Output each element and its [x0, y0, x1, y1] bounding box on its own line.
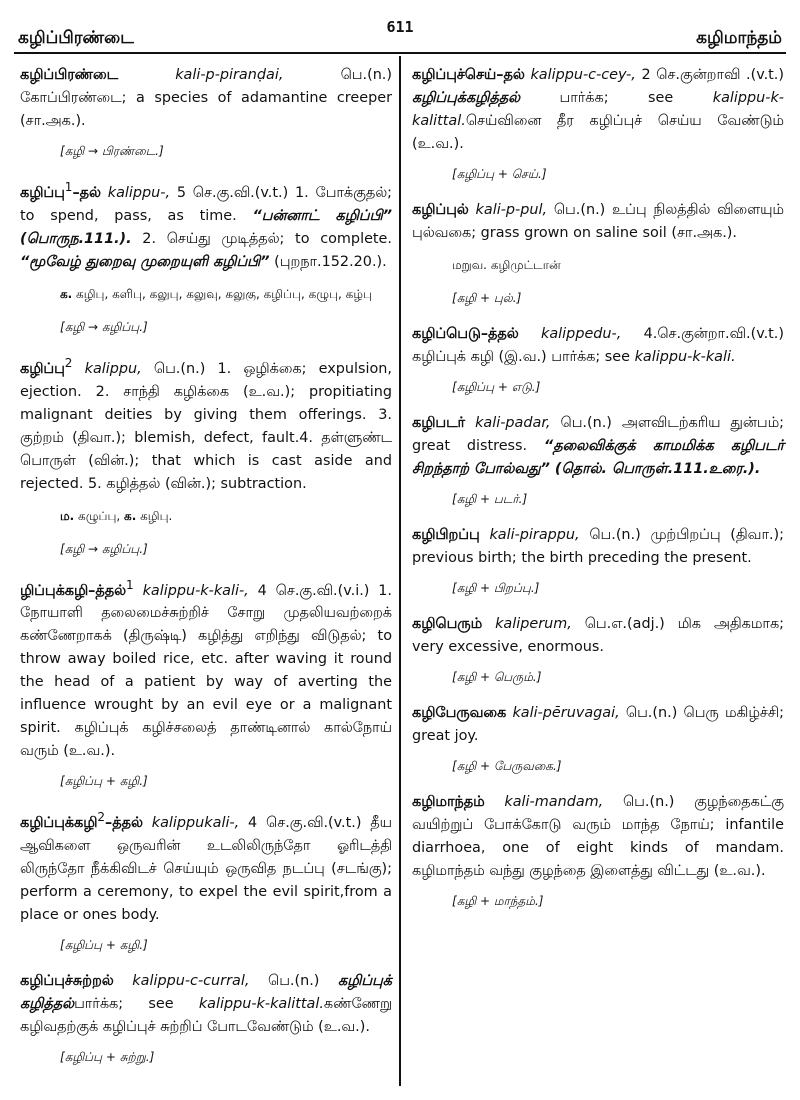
transliteration: kali-padar,: [475, 415, 551, 431]
dictionary-entry: [412, 412, 784, 508]
etymology: [ கழிப்பு + கழி. ]: [60, 936, 392, 954]
headword: கழிப்புல்: [412, 202, 469, 218]
etymology: [ கழி + படர். ]: [452, 490, 784, 508]
transliteration: kalippu-c-cey-,: [530, 67, 636, 83]
definition: பெ.(n.) பெரு மகிழ்ச்சி; great joy.: [412, 705, 785, 744]
definition: செய்வினை தீர கழிப்புச் செய்ய வேண்டும் (உ.வ.).: [412, 113, 784, 152]
etymology: [ கழி + மாந்தம். ]: [452, 892, 784, 910]
transliteration: kali-mandam,: [504, 794, 604, 810]
cross-reference: கழிப்புக்கழித்தல்: [412, 90, 521, 106]
dictionary-entry: [412, 64, 784, 183]
headword: கழிப்பு: [20, 184, 65, 201]
etymology: [ கழி + பிறப்பு. ]: [452, 579, 784, 597]
transliteration: kali-p-pul,: [475, 202, 548, 218]
transliteration: kali-pirappu,: [489, 527, 580, 543]
guide-word-left: கழிப்பிரண்டை: [18, 28, 134, 48]
cognates: [60, 506, 392, 526]
dictionary-entry: [20, 970, 392, 1066]
dictionary-entry: [412, 791, 784, 910]
definition: பெ.(n.) 1. ஒழிக்கை; expulsion, ejection. 2. சாந்தி கழிக்கை (உ.வ.); propitiating malignant deities by giving them offerings. 3. குற்றம் (திவா.); blemish, defect, fault.4. தள்ளுண்ட பொருள் (வின்.); that which is cast aside and rejected. 5. கழித்தல் (வின்.); subtraction.: [20, 360, 392, 492]
etymology: [ கழிப்பு + சுற்று. ]: [60, 1048, 392, 1066]
quotation: “தலைவிக்குக் காமமிக்க கழிபடர் சிறந்தாற் போல்வது” (தொல். பொருள்.111.உரை.).: [412, 438, 784, 477]
page-number: 611: [386, 18, 414, 36]
etymology: [ கழி → கழிப்பு. ]: [60, 318, 392, 336]
page-header: [14, 18, 786, 54]
headword: ழிப்புக்கழி–த்தல்: [20, 582, 127, 599]
cognate-words: கழிபு, களிபு, கலுபு, கலுவு, கலுகு, கழிப்பு, கழுபு, கழ்பு: [72, 286, 372, 301]
etymology: [ கழி + பெரும். ]: [452, 668, 784, 686]
headword: கழிப்புச்சுற்றல்: [20, 973, 114, 990]
headword: கழிபடர்: [412, 415, 466, 431]
definition: 4 செ.கு.வி.(v.i.) 1. நோயாளி தலைமைச்சுற்றிச் சோறு முதலியவற்றைக் கண்ணேறாகக் (திருஷ்டி) கழித்து எறிந்து விடுதல்; to throw away boiled rice, etc. after waving it round the head of a patient by way of averting the influence wrought by an evil eye or a malignant spirit. கழிப்புக் கழிச்சலைத் தாண்டினால் கால்நோய் வரும் (உ.வ.).: [20, 582, 392, 760]
cognate-language: க.: [124, 508, 137, 523]
column-divider: [399, 56, 401, 1086]
definition: பெ.(n.) உப்பு நிலத்தில் விளையும் புல்வகை; grass grown on saline soil (சா.அக.).: [412, 202, 785, 241]
transliteration: kaliperum,: [495, 616, 572, 632]
quotation: “மூவேழ் துறைவு முறையுளி கழிப்பி”: [20, 253, 270, 270]
definition: 5 செ.கு.வி.(v.t.) 1. போக்குதல்; to spend, pass, as time.: [20, 184, 393, 224]
cognate-words: கழுப்பு,: [74, 508, 125, 523]
etymology: [ கழிப்பு + எடு. ]: [452, 378, 784, 396]
definition: (புறநா.152.20.).: [269, 253, 387, 270]
transliteration: kalippedu-,: [541, 326, 622, 342]
transliteration: kalippu-c-curral,: [132, 973, 250, 990]
dictionary-entry: [412, 524, 784, 597]
definition: பெ.(n.) அளவிடற்கரிய துன்பம்; great distress.: [412, 415, 785, 454]
headword: கழிப்பு: [20, 360, 65, 377]
cognate-language: க.: [60, 286, 73, 301]
definition: பெ.எ.(adj.) மிக அதிகமாக; very excessive, enormous.: [412, 616, 785, 655]
cognate-words: கழிபு.: [136, 508, 173, 523]
etymology: [ கழி → கழிப்பு. ]: [60, 540, 392, 558]
cross-reference: கழிப்புக் கழித்தல்: [20, 973, 392, 1013]
quotation: “பன்னாட் கழிப்பி” (பொருந.111.).: [20, 207, 393, 247]
etymology: [ கழி → பிரண்டை. ]: [60, 142, 392, 160]
transliteration: kalippu-k-kali-,: [142, 582, 249, 599]
synonym-label: மறுவ.: [452, 258, 487, 272]
definition: கண்ணேறு கழிவதற்குக் கழிப்புச் சுற்றிப் போடவேண்டும் (உ.வ.).: [20, 996, 392, 1036]
headword-suffix: –த்தல்: [105, 815, 143, 832]
left-column: [20, 64, 392, 1082]
definition: பெ.(n.) முற்பிறப்பு (திவா.); previous birth; the birth preceding the present.: [412, 527, 784, 566]
etymology: [ கழிப்பு + கழி. ]: [60, 772, 392, 790]
synonyms: [452, 255, 784, 275]
dictionary-entry: [20, 806, 392, 954]
dictionary-entry: [412, 702, 784, 775]
etymology: [ கழிப்பு + செய். ]: [452, 165, 784, 183]
superscript: 1: [126, 577, 134, 592]
transliteration: kalippu-k-kali.: [634, 349, 736, 365]
guide-word-right: கழிமாந்தம்: [696, 28, 782, 48]
definition: 4 செ.கு.வி.(v.t.) தீய ஆவிகளை ஒருவரின் உடலிலிருந்தோ ஓரிடத்தி லிருந்தோ நீக்கிவிடச் செய்யும் ஒருவித நடப்பு (சடங்கு); perform a ceremony, to expel the evil spirit,from a place or ones body.: [20, 815, 392, 924]
transliteration: kalippu,: [84, 360, 142, 377]
transliteration: kalippu-k-kalittal.: [198, 996, 324, 1013]
dictionary-entry: [412, 613, 784, 686]
transliteration: kali-pēruvagai,: [512, 705, 620, 721]
transliteration: kalippu-,: [107, 184, 171, 201]
headword: கழிப்புச்செய்–தல்: [412, 67, 525, 83]
cognate-language: ம.: [60, 508, 75, 523]
synonym-words: கழிமுட்டான்: [487, 258, 561, 272]
headword: கழிமாந்தம்: [412, 794, 485, 810]
etymology: [ கழி + பேருவகை. ]: [452, 757, 784, 775]
dictionary-entry: [412, 199, 784, 307]
headword: கழிப்பெடு–த்தல்: [412, 326, 519, 342]
etymology: [ கழி + புல். ]: [452, 289, 784, 307]
right-column: [412, 64, 784, 926]
superscript: 2: [64, 355, 73, 370]
definition: 2 செ.குன்றாவி .(v.t.): [635, 67, 784, 83]
definition: பெ.(n.) குழந்தைகட்கு வயிற்றுப் போக்கோடு வரும் மாந்த நோய்; infantile diarrhoea, one of eight kinds of mandam. கழிமாந்தம் வந்து குழந்தை இளைத்து விட்டது (உ.வ.).: [412, 794, 784, 879]
cognates: [60, 284, 392, 304]
dictionary-entry: [20, 574, 392, 791]
definition: பெ.(n.) கோப்பிரண்டை; a species of adamantine creeper (சா.அக.).: [20, 67, 392, 129]
definition: பார்க்க; see: [520, 90, 713, 106]
definition: 2. செய்து முடித்தல்; to complete.: [131, 230, 392, 247]
headword: கழிப்புக்கழி: [20, 815, 98, 832]
definition: பார்க்க; see: [74, 996, 199, 1013]
headword: கழிப்பிரண்டை: [20, 67, 119, 83]
transliteration: kalippukali-,: [151, 815, 240, 832]
definition: 4.செ.குன்றா.வி.(v.t.) கழிப்புக் கழி (இ.வ.) பார்க்க; see: [412, 326, 784, 365]
transliteration: kalippu-k-kalittal.: [412, 90, 784, 129]
headword: கழிபேருவகை: [412, 705, 507, 721]
dictionary-entry: [20, 64, 392, 160]
definition: பெ.(n.): [249, 973, 338, 990]
headword: கழிபெரும்: [412, 616, 483, 632]
superscript: 2: [97, 810, 106, 825]
dictionary-entry: [20, 176, 392, 336]
dictionary-entry: [412, 323, 784, 396]
headword-suffix: –தல்: [72, 184, 101, 201]
headword: கழிபிறப்பு: [412, 527, 480, 543]
dictionary-entry: [20, 352, 392, 558]
superscript: 1: [64, 180, 73, 194]
transliteration: kali-p-piranḍai,: [175, 67, 284, 83]
